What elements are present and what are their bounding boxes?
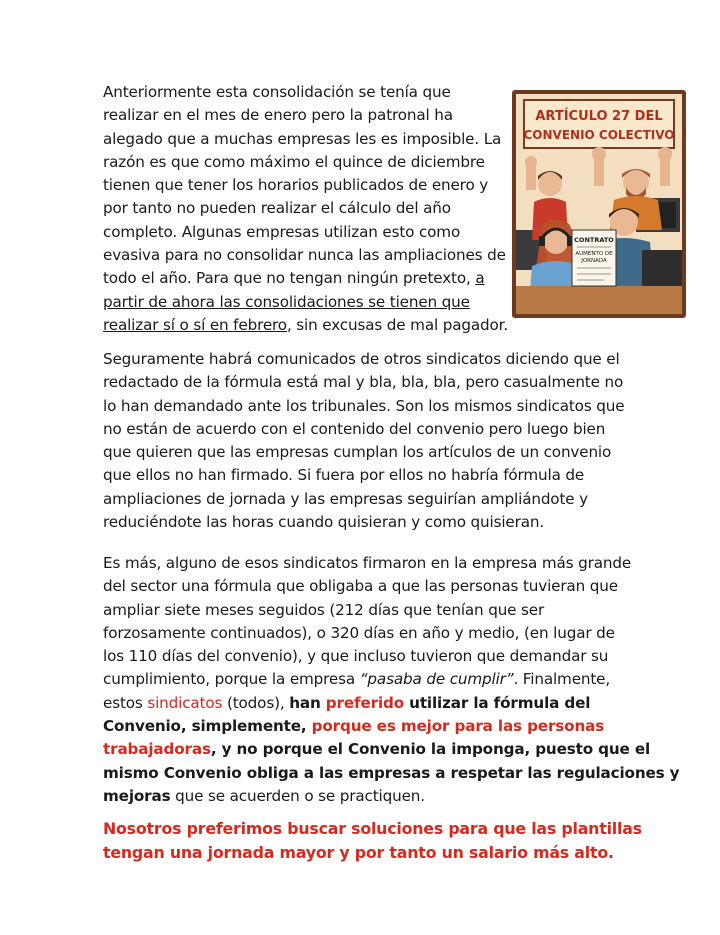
text-line <box>103 314 509 337</box>
text-line: realizar en el mes de enero pero la patronal ha <box>103 106 453 125</box>
text-line: forzosamente continuados), o 320 días en año y medio, (en lugar de <box>103 623 615 642</box>
contract-subtitle-line1: AUMENTO DE <box>575 251 613 257</box>
text-line: que quieren que las empresas cumplan los artículos de un convenio <box>103 443 612 462</box>
bold-text: mejoras <box>103 786 171 805</box>
text-run: cumplimiento, porque la empresa <box>103 670 360 689</box>
text-line <box>103 692 623 715</box>
underlined-text: partir de ahora las consolidaciones se tienen que <box>103 292 470 311</box>
bold-text: Convenio, simplemente, <box>103 717 312 736</box>
text-line: Nosotros preferimos buscar soluciones para que las plantillas <box>103 819 642 838</box>
italic-quote: “pasaba de cumplir” <box>359 670 514 689</box>
red-bold-text: trabajadoras <box>103 740 211 759</box>
paragraph-formula <box>103 552 680 808</box>
convenio-illustration <box>512 90 686 318</box>
text-run: estos <box>103 693 148 712</box>
text-run: (todos), <box>222 693 290 712</box>
text-line: que ellos no han firmado. Si fuera por ellos no habría fórmula de <box>103 466 585 485</box>
text-run: que se acuerden o se practiquen. <box>170 786 425 805</box>
contract-subtitle-line2: JORNADA <box>581 258 607 264</box>
contract-label: CONTRATO <box>574 236 614 244</box>
text-line: evasiva para no consolidar nunca las ampliaciones de <box>103 246 506 265</box>
text-line <box>103 738 651 761</box>
underlined-text: a <box>475 269 485 288</box>
text-line: Anteriormente esta consolidación se tenía que <box>103 83 451 101</box>
red-bold-text: preferido <box>325 693 405 712</box>
text-line: redactado de la fórmula está mal y bla, bla, bla, pero casualmente no <box>103 373 624 392</box>
text-line: alegado que a muchas empresas les es imposible. La <box>103 129 502 148</box>
text-line: completo. Algunas empresas utilizan esto como <box>103 222 461 241</box>
text-line <box>103 715 623 738</box>
text-line: tengan una jornada mayor y por tanto un salario más alto. <box>103 842 614 862</box>
paragraph-intro <box>103 81 509 337</box>
illustration-title-line2: CONVENIO COLECTIVO <box>523 128 675 142</box>
text-run: . Finalmente, <box>513 670 611 689</box>
raised-fist-icon <box>525 156 537 190</box>
closing-statement <box>103 817 663 864</box>
text-run: , sin excusas de mal pagador. <box>286 315 509 334</box>
text-line: tienen que tener los horarios publicados de enero y <box>103 176 489 195</box>
bold-text: mismo Convenio obliga a las empresas a respetar las regulaciones y <box>103 763 680 782</box>
text-line: razón es que como máximo el quince de diciembre <box>103 152 485 171</box>
text-line: Seguramente habrá comunicados de otros sindicatos diciendo que el <box>103 350 620 368</box>
text-line: ampliar siete meses seguidos (212 días que tenían que ser <box>103 600 545 619</box>
contract-document-icon <box>572 230 616 286</box>
underlined-text: realizar sí o sí en febrero <box>103 315 287 334</box>
text-line: del sector una fórmula que obligaba a que las personas tuvieran que <box>103 577 618 596</box>
text-line <box>103 267 503 290</box>
paragraph-otros-sindicatos <box>103 348 623 534</box>
text-line: no están de acuerdo con el contenido del convenio pero luego bien <box>103 419 606 438</box>
text-line: los 110 días del convenio), y que incluso tuvieron que demandar su <box>103 647 609 666</box>
illustration-title-line1: ARTÍCULO 27 DEL <box>535 109 663 124</box>
text-line: ampliaciones de jornada y las empresas seguirían ampliándote y <box>103 489 588 508</box>
bold-text: , y no porque el Convenio la imponga, puesto que el <box>210 740 651 759</box>
bold-text: utilizar la fórmula del <box>404 693 591 712</box>
red-text: sindicatos <box>147 693 223 712</box>
text-line: por tanto no pueden realizar el cálculo del año <box>103 199 451 218</box>
text-line: reduciéndote las horas cuando quisieran y como quisieran. <box>103 513 545 532</box>
bold-text: han <box>289 693 326 712</box>
text-line: lo han demandado ante los tribunales. Son los mismos sindicatos que <box>103 396 625 415</box>
red-bold-text: porque es mejor para las personas <box>311 717 605 736</box>
text-line <box>103 785 623 808</box>
text-line <box>103 668 623 691</box>
text-line: Es más, alguno de esos sindicatos firmaron en la empresa más grande <box>103 554 632 572</box>
text-run: todo el año. Para que no tengan ningún pretexto, <box>103 269 476 288</box>
